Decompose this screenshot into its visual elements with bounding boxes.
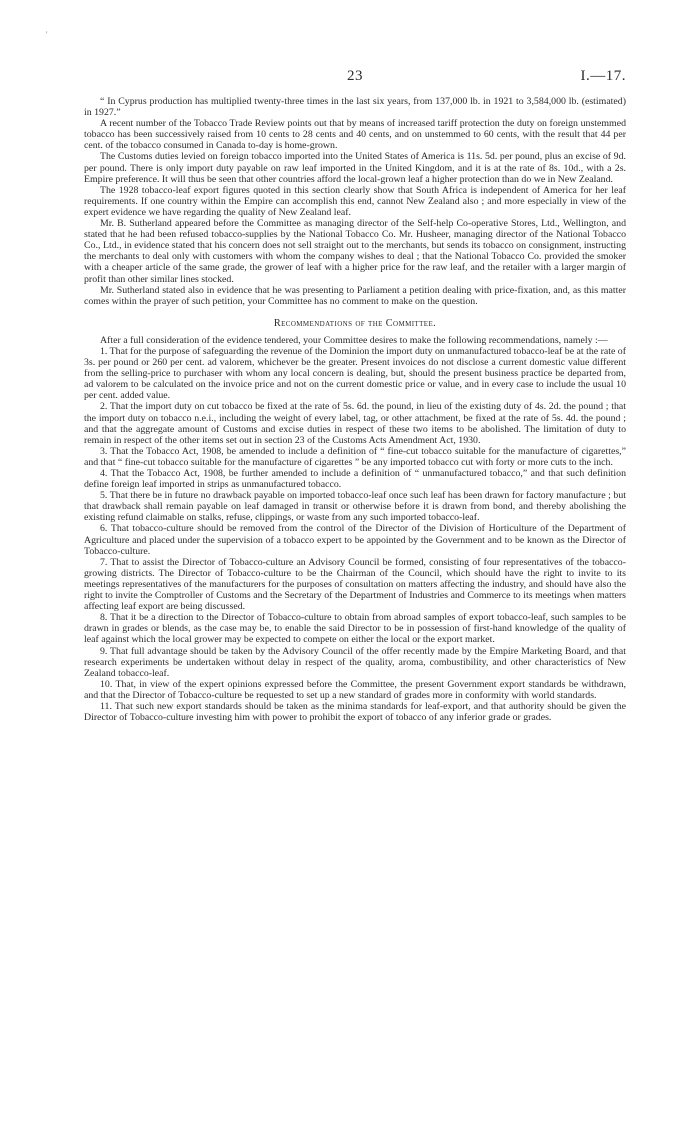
recommendation-item: 8. That it be a direction to the Director of Tobacco-culture to obtain from abroad samples of export tobacco-leaf, such samples to be drawn in grades or blends, as the case may be, to enable the said Director to be in possession of first-hand knowledge of the quality of leaf against which the local grower may be expected to compete on either the local or the export market. bbox=[84, 612, 626, 646]
paragraph-customs-duties: The Customs duties levied on foreign tobacco imported into the United States of America is 11s. 5d. per pound, plus an excise of 9d. per pound. There is only import duty payable on raw leaf imported in the United Kingdom, and it is at the rate of 8s. 10d., with a 2s. Empire preference. It will thus be seen that other countries afford the local-grown leaf a higher protection than do we in New Zealand. bbox=[84, 151, 626, 185]
scan-mark: ' bbox=[46, 30, 48, 39]
paragraph-cyprus-quote: “ In Cyprus production has multiplied twenty-three times in the last six years, from 137,000 lb. in 1921 to 3,584,000 lb. (estimated) in 1927.” bbox=[84, 96, 626, 119]
recommendation-item: 7. That to assist the Director of Tobacco-culture an Advisory Council be formed, consisting of four representatives of the tobacco-growing districts. The Director of Tobacco-culture to be the Chairman of the Council, which should have the right to invite to its meetings representatives of the manufacturers for the purposes of consultation on matters affecting the industry, and should have also the right to invite the Comptroller of Customs and the Secretary of the Department of Industries and Commerce to its meetings when matters affecting leaf export are being discussed. bbox=[84, 556, 626, 613]
paragraph-canada-tariff: A recent number of the Tobacco Trade Review points out that by means of increased tariff protection the duty on foreign unstemmed tobacco has been successively raised from 10 cents to 28 cents and 40 cents, and on unstemmed to 60 cents, with the result that 44 per cent. of the tobacco consumed in Canada to-day is home-grown. bbox=[84, 118, 626, 152]
page-number: 23 bbox=[347, 68, 363, 84]
recommendation-item: 2. That the import duty on cut tobacco be fixed at the rate of 5s. 6d. the pound, in lieu of the existing duty of 4s. 2d. the pound ; that the import duty on tobacco n.e.i., including the weight of every label, tag, or other attachment, be fixed at the rate of 5s. 4d. the pound ; and that the aggregate amount of Customs and excise duties in respect of these two items to be abolished. The limitation of duty to remain in respect of the other items set out in section 23 of the Customs Acts Amendment Act, 1930. bbox=[84, 401, 626, 446]
paragraph-price-fixation: Mr. Sutherland stated also in evidence that he was presenting to Parliament a petition dealing with price-fixation, and, as this matter comes within the prayer of such petition, your Committee has no comment to make on the question. bbox=[84, 284, 626, 307]
recommendation-item: 6. That tobacco-culture should be removed from the control of the Director of the Division of Horticulture of the Department of Agriculture and placed under the supervision of a tobacco expert to be appointed by the Government and to be known as the Director of Tobacco-culture. bbox=[84, 523, 626, 557]
recommendation-item: 10. That, in view of the expert opinions expressed before the Committee, the present Government export standards be withdrawn, and that the Director of Tobacco-culture be requested to set up a new standard of grades more in conformity with world standards. bbox=[84, 678, 626, 701]
recommendation-item: 5. That there be in future no drawback payable on imported tobacco-leaf once such leaf has been drawn for factory manufacture ; but that drawback shall remain payable on leaf damaged in transit or otherwise before it is drawn from bond, and thereby abolishing the existing refund claimable on stalks, refuse, clippings, or waste from any such imported tobacco-leaf. bbox=[84, 490, 626, 524]
recommendation-item: 11. That such new export standards should be taken as the minima standards for leaf-export, and that authority should be given the Director of Tobacco-culture investing him with power to prohibit the export of tobacco of any inferior grade or grades. bbox=[84, 700, 626, 724]
document-reference: I.—17. bbox=[580, 68, 626, 84]
recommendation-item: 4. That the Tobacco Act, 1908, be further amended to include a definition of “ unmanufactured tobacco,” and that such definition define foreign leaf imported in strips as unmanufactured tobacco. bbox=[84, 468, 626, 491]
recommendation-item: 3. That the Tobacco Act, 1908, be amended to include a definition of “ fine-cut tobacco suitable for the manufacture of cigarettes,” and that “ fine-cut tobacco suitable for the manufacture of cigarettes ” be any imported tobacco cut with forty or more cuts to the inch. bbox=[84, 445, 626, 468]
paragraph-recommendations-intro: After a full consideration of the evidence tendered, your Committee desires to make the following recommendations, namely :— bbox=[100, 334, 608, 346]
recommendation-item: 9. That full advantage should be taken by the Advisory Council of the offer recently made by the Empire Marketing Board, and that research experiments be undertaken without delay in respect of the quality, aroma, combustibility, and other characteristics of New Zealand tobacco-leaf. bbox=[84, 645, 626, 679]
page-header bbox=[84, 68, 626, 88]
report-body bbox=[84, 96, 626, 723]
paragraph-sutherland-evidence: Mr. B. Sutherland appeared before the Committee as managing director of the Self-help Co-operative Stores, Ltd., Wellington, and stated that he had been refused tobacco-supplies by the National Tobacco Co. Mr. Husheer, managing director of the National Tobacco Co., Ltd., in evidence stated that his concern does not sell straight out to the merchants, but sends its tobacco on consignment, instructing the merchants to deal only with customers with whom the company wishes to deal ; that the National Tobacco Co. provided the smoker with a cheaper article of the same grade, the grower of leaf with a higher price for the raw leaf, and the retailer with a larger margin of profit than other similar lines stocked. bbox=[84, 218, 626, 285]
recommendation-item: 1. That for the purpose of safeguarding the revenue of the Dominion the import duty on unmanufactured tobacco-leaf be at the rate of 3s. per pound or 260 per cent. ad valorem, whichever be the greater. Present invoices do not disclose a current domestic value different from the selling-price to purchaser with whom any local concern is dealing, but, should the present business practice be departed from, ad valorem to be calculated on the invoice price and not on the current domestic price or value, and in every case to include the usual 10 per cent. added value. bbox=[84, 345, 627, 402]
paragraph-export-figures: The 1928 tobacco-leaf export figures quoted in this section clearly show that South Africa is independent of America for her leaf requirements. If one country within the Empire can accomplish this end, cannot New Zealand also ; and more especially in view of the expert evidence we have regarding the quality of New Zealand leaf. bbox=[84, 184, 626, 218]
section-heading: Recommendations of the Committee. bbox=[273, 317, 437, 329]
